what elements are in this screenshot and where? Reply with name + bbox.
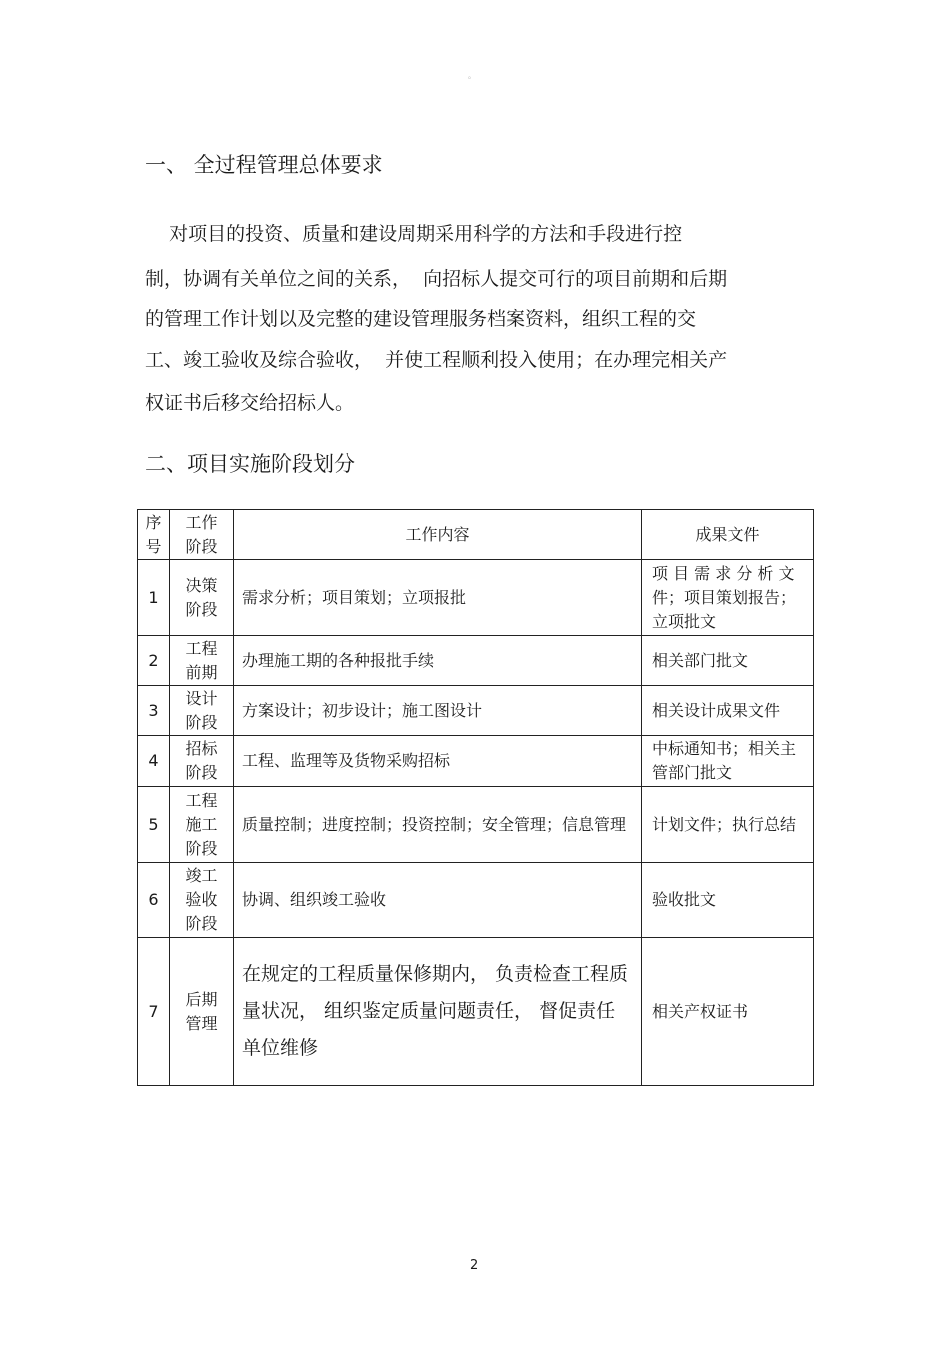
row-result: 项 目 需 求 分 析 文件；项目策划报告；立项批文 — [642, 560, 814, 636]
row-index: 7 — [138, 938, 170, 1086]
row-stage: 工程施工阶段 — [170, 787, 234, 863]
row-stage: 竣工验收阶段 — [170, 863, 234, 938]
row-result: 中标通知书；相关主管部门批文 — [642, 736, 814, 787]
table-row — [138, 863, 814, 938]
paragraph-line: 对项目的投资、质量和建设周期采用科学的方法和手段进行控 — [145, 223, 683, 245]
table-header-row — [138, 510, 814, 560]
row-index: 1 — [138, 560, 170, 636]
row-content: 在规定的工程质量保修期内， 负责检查工程质量状况， 组织鉴定质量问题责任， 督促责任单位维修 — [234, 938, 642, 1086]
row-content: 质量控制；进度控制；投资控制；安全管理；信息管理 — [234, 787, 642, 863]
section-heading-overall-requirements: 一、 全过程管理总体要求 — [145, 153, 383, 177]
paragraph-line: 工、竣工验收及综合验收， 并使工程顺利投入使用；在办理完相关产 — [145, 349, 728, 371]
page-number: 2 — [470, 1258, 479, 1273]
row-content: 办理施工期的各种报批手续 — [234, 636, 642, 686]
paragraph-line: 的管理工作计划以及完整的建设管理服务档案资料，组织工程的交 — [145, 308, 697, 330]
row-result: 相关部门批文 — [642, 636, 814, 686]
row-stage: 设计阶段 — [170, 686, 234, 736]
section-heading-stage-division: 二、项目实施阶段划分 — [145, 452, 355, 476]
header-result: 成果文件 — [642, 510, 814, 560]
header-index: 序号 — [138, 510, 170, 560]
row-stage: 招标阶段 — [170, 736, 234, 787]
row-content: 方案设计；初步设计；施工图设计 — [234, 686, 642, 736]
row-content: 工程、监理等及货物采购招标 — [234, 736, 642, 787]
table-row — [138, 736, 814, 787]
row-stage: 决策阶段 — [170, 560, 234, 636]
row-index: 6 — [138, 863, 170, 938]
row-index: 4 — [138, 736, 170, 787]
header-content: 工作内容 — [234, 510, 642, 560]
table-row — [138, 686, 814, 736]
table-row — [138, 787, 814, 863]
row-index: 5 — [138, 787, 170, 863]
row-content: 需求分析；项目策划；立项报批 — [234, 560, 642, 636]
header-mark: 。 — [468, 71, 476, 80]
table-row — [138, 938, 814, 1086]
stage-division-table — [137, 509, 814, 1086]
row-stage: 后期管理 — [170, 938, 234, 1086]
row-stage: 工程前期 — [170, 636, 234, 686]
paragraph-line: 制，协调有关单位之间的关系， 向招标人提交可行的项目前期和后期 — [145, 268, 728, 290]
table-row — [138, 560, 814, 636]
row-index: 2 — [138, 636, 170, 686]
row-result: 计划文件；执行总结 — [642, 787, 814, 863]
row-result: 相关设计成果文件 — [642, 686, 814, 736]
row-content: 协调、组织竣工验收 — [234, 863, 642, 938]
row-result: 相关产权证书 — [642, 938, 814, 1086]
table-row — [138, 636, 814, 686]
header-stage: 工作阶段 — [170, 510, 234, 560]
paragraph-line: 权证书后移交给招标人。 — [145, 392, 355, 414]
row-result: 验收批文 — [642, 863, 814, 938]
row-index: 3 — [138, 686, 170, 736]
